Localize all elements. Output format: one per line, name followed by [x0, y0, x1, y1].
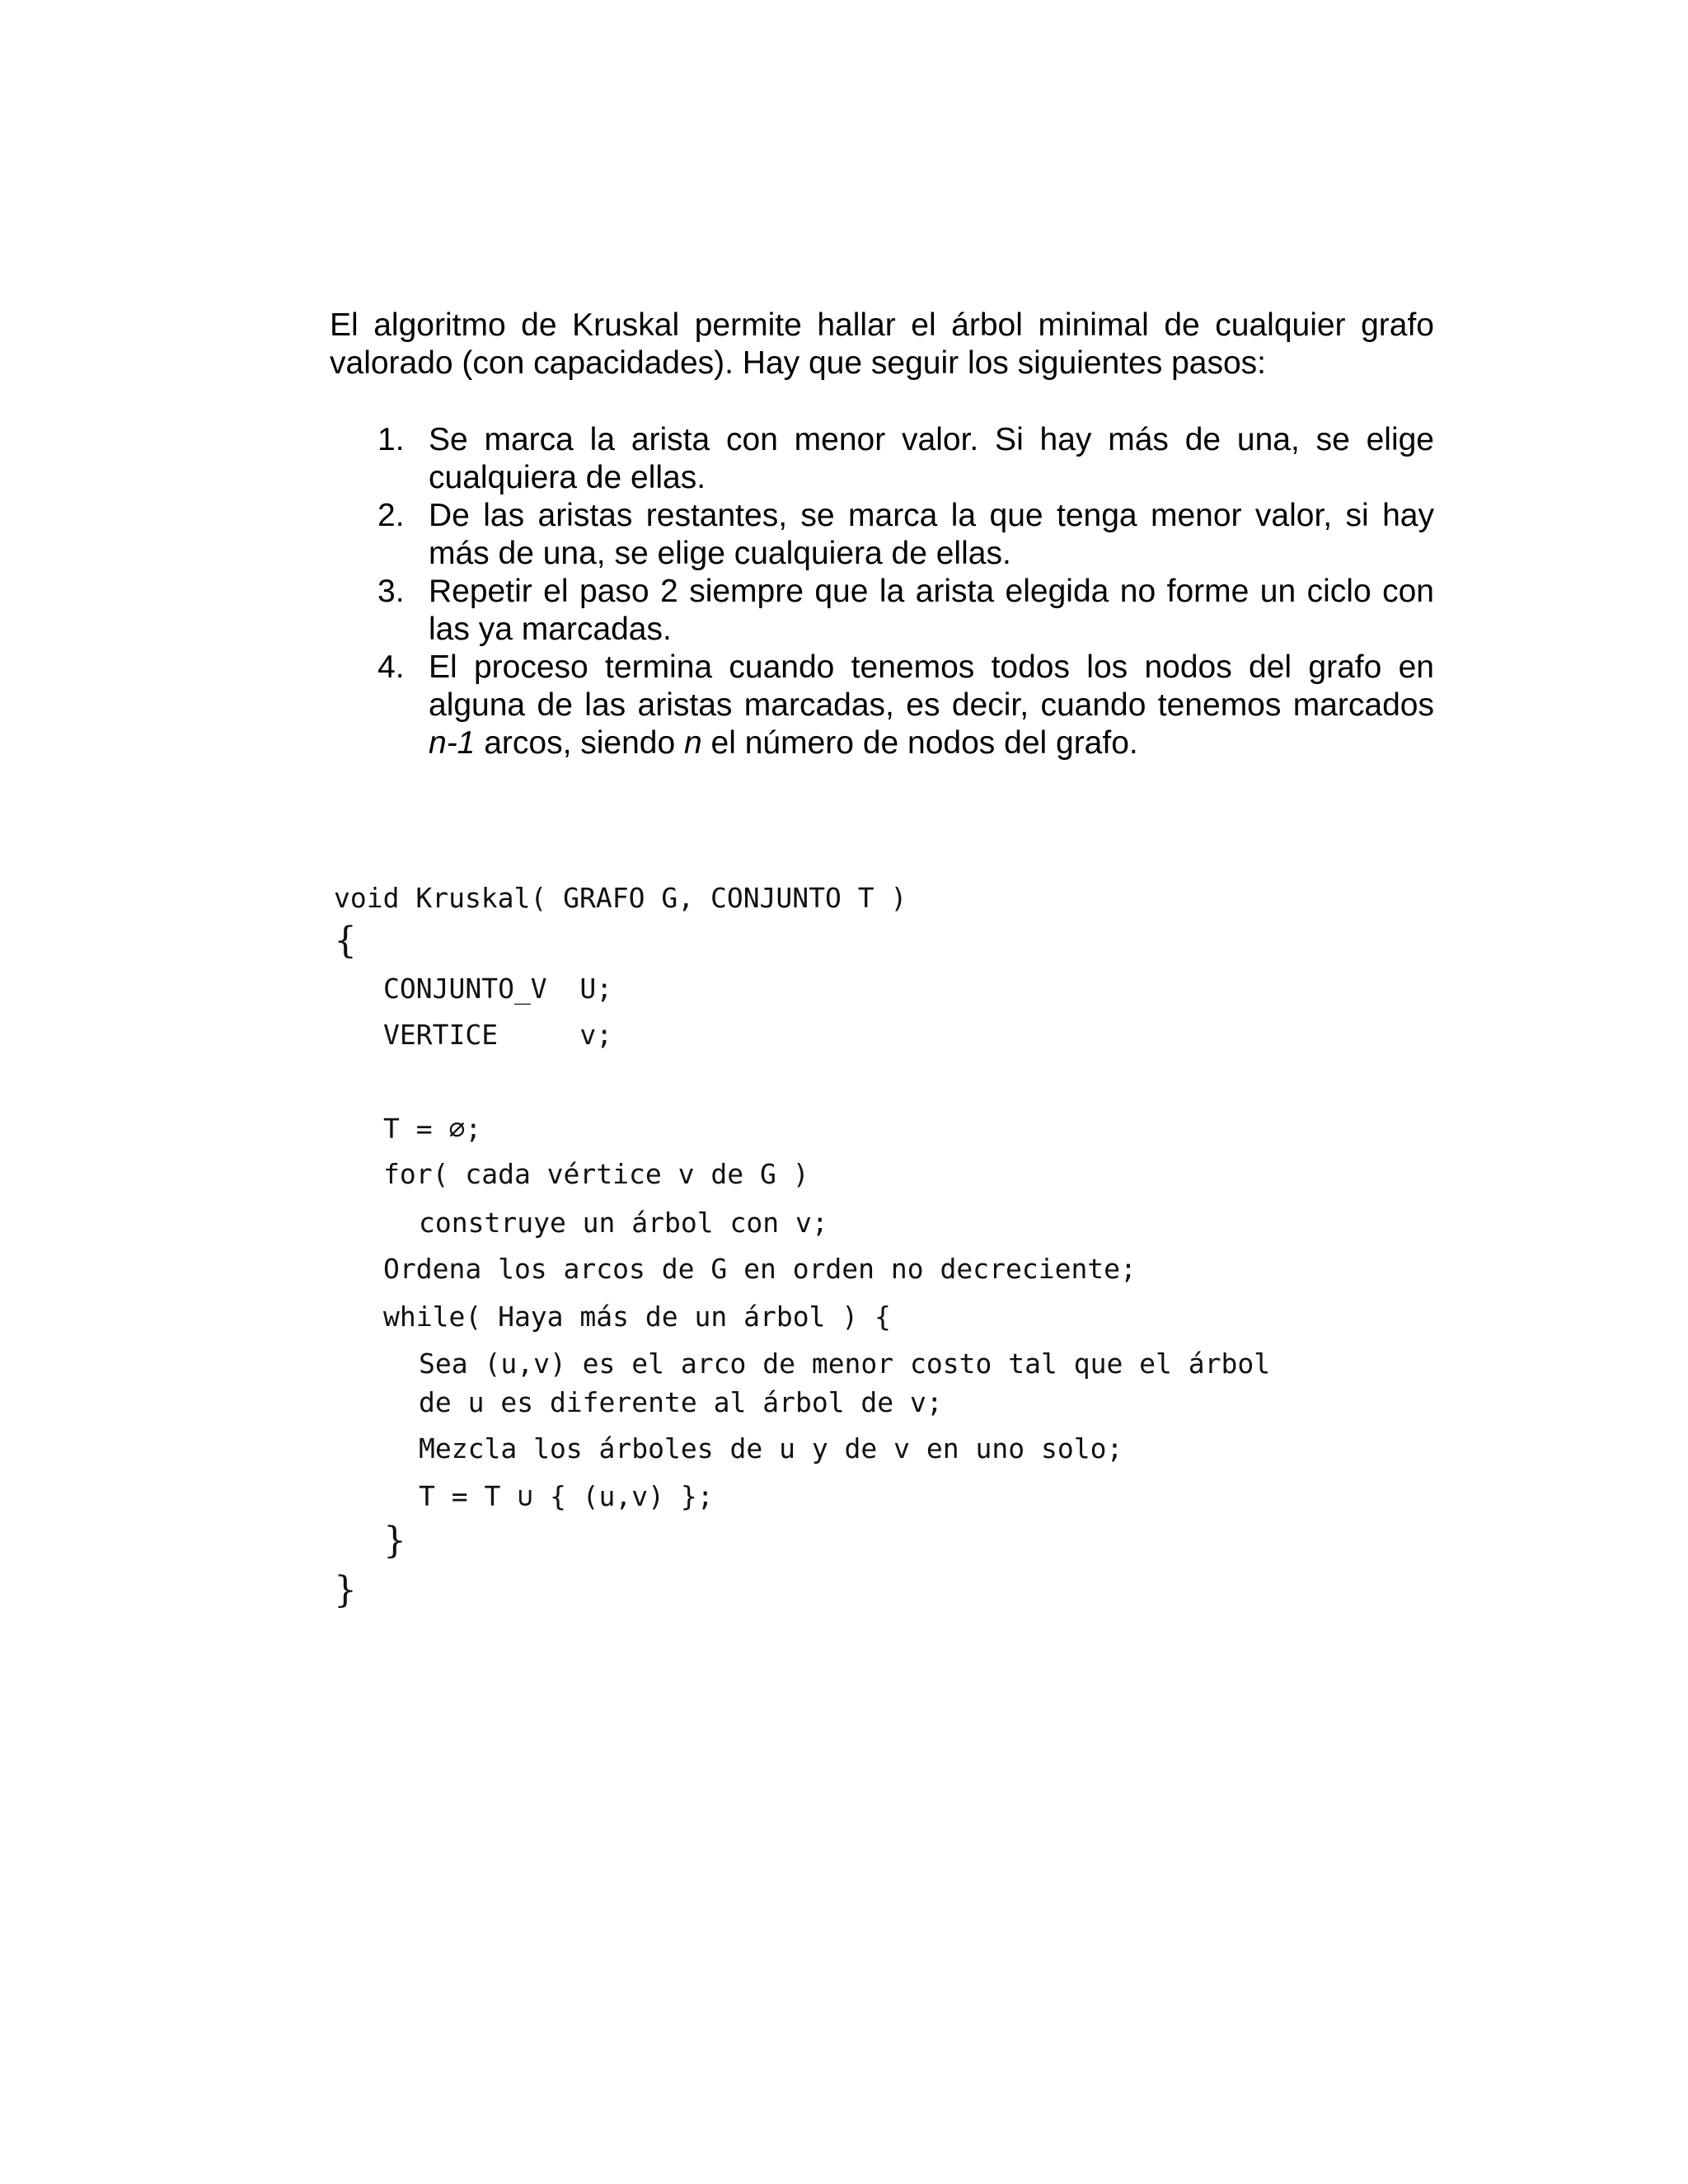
code-line: de u es diferente al árbol de v;	[419, 1386, 943, 1418]
step-item-3	[330, 573, 1434, 649]
code-line: }	[334, 1569, 357, 1611]
code-line: while( Haya más de un árbol ) {	[383, 1301, 891, 1333]
step-number: 2.	[377, 498, 405, 533]
code-line: construye un árbol con v;	[419, 1207, 828, 1239]
code-line: Mezcla los árboles de u y de v en uno solo;	[419, 1432, 1123, 1465]
code-line: for( cada vértice v de G )	[383, 1158, 809, 1190]
code-line: T = ∅;	[383, 1113, 482, 1145]
code-line: {	[334, 920, 357, 962]
code-line: void Kruskal( GRAFO G, CONJUNTO T )	[334, 882, 907, 914]
step-text: De las aristas restantes, se marca la que tenga menor valor, si hay más de una, se elige cualquiera de ellas.	[429, 498, 1434, 571]
step-item-1	[330, 421, 1434, 497]
step-text	[429, 649, 1434, 761]
step-number: 4.	[377, 649, 405, 685]
step-number: 1.	[377, 422, 405, 457]
code-line: Sea (u,v) es el arco de menor costo tal que el árbol	[419, 1347, 1271, 1380]
intro-paragraph: El algoritmo de Kruskal permite hallar el árbol minimal de cualquier grafo valorado (con capacidades). Hay que seguir los siguientes pasos:	[330, 307, 1434, 381]
step-item-2	[330, 497, 1434, 573]
step-number: 3.	[377, 574, 405, 609]
code-line: Ordena los arcos de G en orden no decreciente;	[383, 1253, 1137, 1285]
steps-list	[330, 421, 1434, 762]
step-text-part: El proceso termina cuando tenemos todos los nodos del grafo en alguna de las aristas marcadas, es decir, cuando tenemos marcados	[429, 649, 1434, 723]
code-line: }	[383, 1520, 406, 1562]
code-line: CONJUNTO_V U;	[383, 972, 613, 1005]
step-text-part: el número de nodos del grafo.	[701, 725, 1138, 761]
italic-term: n-1	[429, 725, 476, 761]
step-item-4	[330, 649, 1434, 762]
step-text: Se marca la arista con menor valor. Si hay más de una, se elige cualquiera de ellas.	[429, 422, 1434, 495]
code-line: T = T ∪ { (u,v) };	[419, 1480, 714, 1512]
step-text-part: arcos, siendo	[475, 725, 685, 761]
step-text: Repetir el paso 2 siempre que la arista elegida no forme un ciclo con las ya marcadas.	[429, 574, 1434, 647]
code-line: VERTICE v;	[383, 1019, 613, 1051]
italic-term: n	[684, 725, 702, 761]
